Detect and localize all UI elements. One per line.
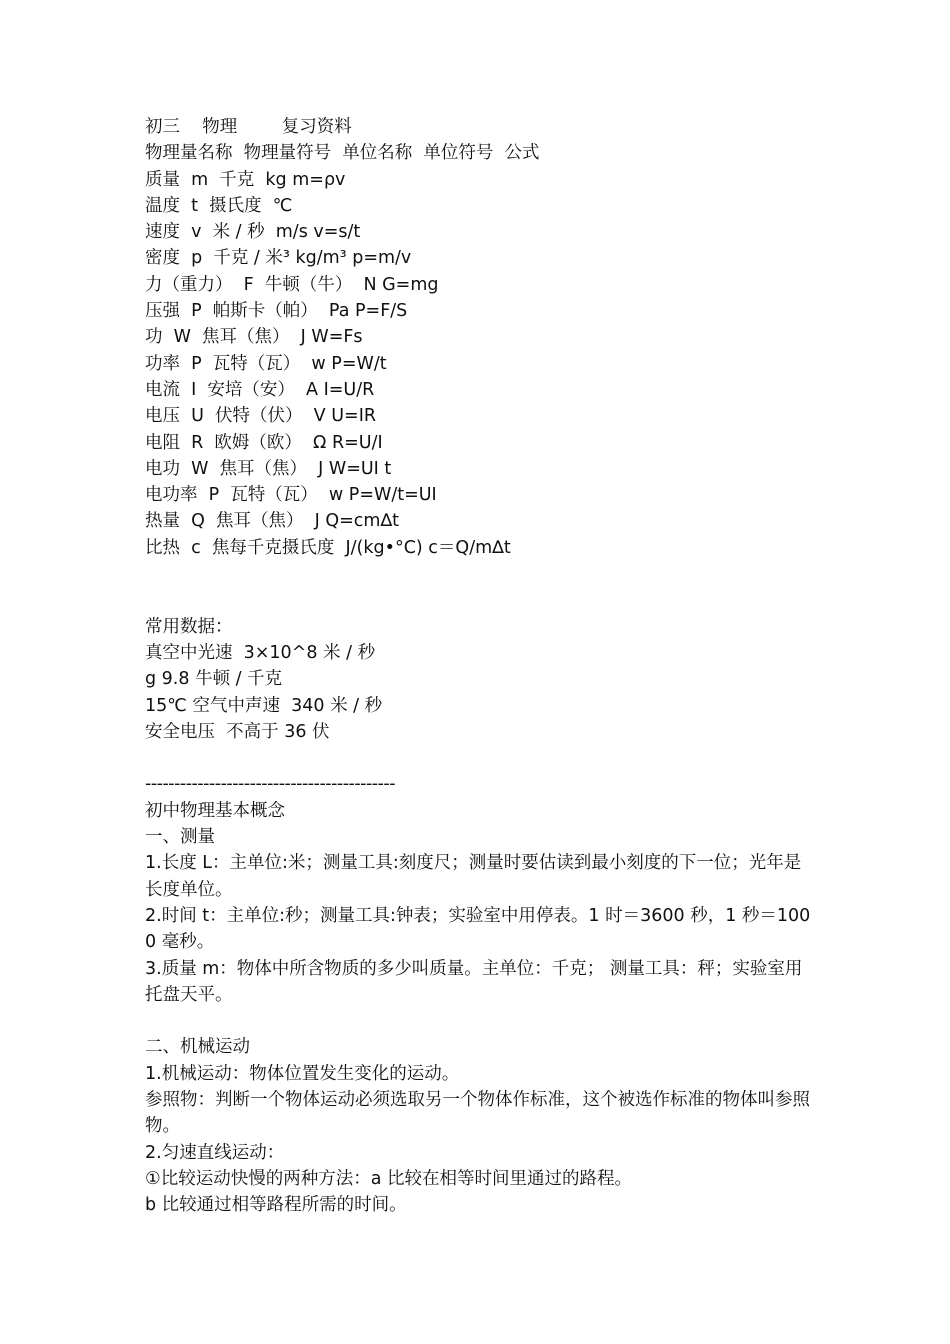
common-data-item: 真空中光速 3×10^8 米 / 秒 — [145, 642, 376, 663]
document-page — [145, 114, 815, 1218]
common-data-item: 安全电压 不高于 36 伏 — [145, 721, 330, 742]
concepts-title: 初中物理基本概念 — [145, 800, 285, 821]
motion-item-reference: 参照物：判断一个物体运动必须选取另一个物体作标准，这个被选作标准的物体叫参照物。 — [145, 1089, 810, 1137]
quantity-row: 比热 c 焦每千克摄氏度 J/(kg•°C) c＝Q/m∆t — [145, 537, 511, 558]
measurement-item-length: 1.长度 L：主单位:米；测量工具:刻度尺；测量时要估读到最小刻度的下一位；光年是长度单位。 — [145, 853, 802, 900]
document-title: 初三 物理 复习资料 — [145, 117, 352, 137]
quantity-row: 速度 v 米 / 秒 m/s v=s/t — [145, 222, 361, 243]
quantity-row: 电功 W 焦耳（焦） J W=UI t — [145, 458, 392, 479]
measurement-item-time: 2.时间 t：主单位:秒；测量工具:钟表；实验室中用停表。1 时＝3600 秒，1 秒＝1000 毫秒。 — [145, 905, 811, 953]
section-heading-measurement: 一、测量 — [145, 827, 215, 848]
quantity-row: 热量 Q 焦耳（焦） J Q=cm∆t — [145, 511, 400, 532]
motion-item: b 比较通过相等路程所需的时间。 — [145, 1195, 407, 1216]
quantity-row: 功率 P 瓦特（瓦） w P=W/t — [145, 353, 387, 374]
section-heading-motion: 二、机械运动 — [145, 1037, 250, 1058]
quantity-row: 功 W 焦耳（焦） J W=Fs — [145, 327, 363, 348]
quantity-row: 压强 P 帕斯卡（帕） Pa P=F/S — [145, 301, 408, 322]
quantity-row: 电功率 P 瓦特（瓦） w P=W/t=UI — [145, 485, 437, 506]
quantity-row: 电阻 R 欧姆（欧） Ω R=U/I — [145, 432, 383, 453]
section-divider: ------------------------------------------- — [145, 774, 396, 795]
quantity-row: 力（重力） F 牛顿（牛） N G=mg — [145, 274, 439, 295]
motion-item: 1.机械运动：物体位置发生变化的运动。 — [145, 1063, 460, 1084]
quantity-row: 质量 m 千克 kg m=ρv — [145, 169, 346, 190]
quantity-row: 电压 U 伏特（伏） V U=IR — [145, 406, 377, 427]
common-data-item: 15℃ 空气中声速 340 米 / 秒 — [145, 695, 383, 716]
spacer — [145, 1008, 815, 1034]
quantity-row: 电流 I 安培（安） A I=U/R — [145, 379, 375, 400]
spacer — [145, 587, 815, 613]
common-data-item: g 9.8 牛顿 / 千克 — [145, 669, 283, 690]
measurement-item-mass: 3.质量 m：物体中所含物质的多少叫质量。主单位：千克； 测量工具：秤；实验室用托盘天平。 — [145, 958, 803, 1005]
quantity-row: 密度 p 千克 / 米³ kg/m³ p=m/v — [145, 248, 412, 269]
spacer — [145, 561, 815, 587]
motion-item: ①比较运动快慢的两种方法：a 比较在相等时间里通过的路程。 — [145, 1168, 632, 1189]
quantity-row: 温度 t 摄氏度 ℃ — [145, 195, 293, 216]
common-data-heading: 常用数据： — [145, 616, 233, 637]
table-header: 物理量名称 物理量符号 单位名称 单位符号 公式 — [145, 143, 540, 164]
spacer — [145, 745, 815, 771]
motion-item: 2.匀速直线运动： — [145, 1142, 285, 1163]
